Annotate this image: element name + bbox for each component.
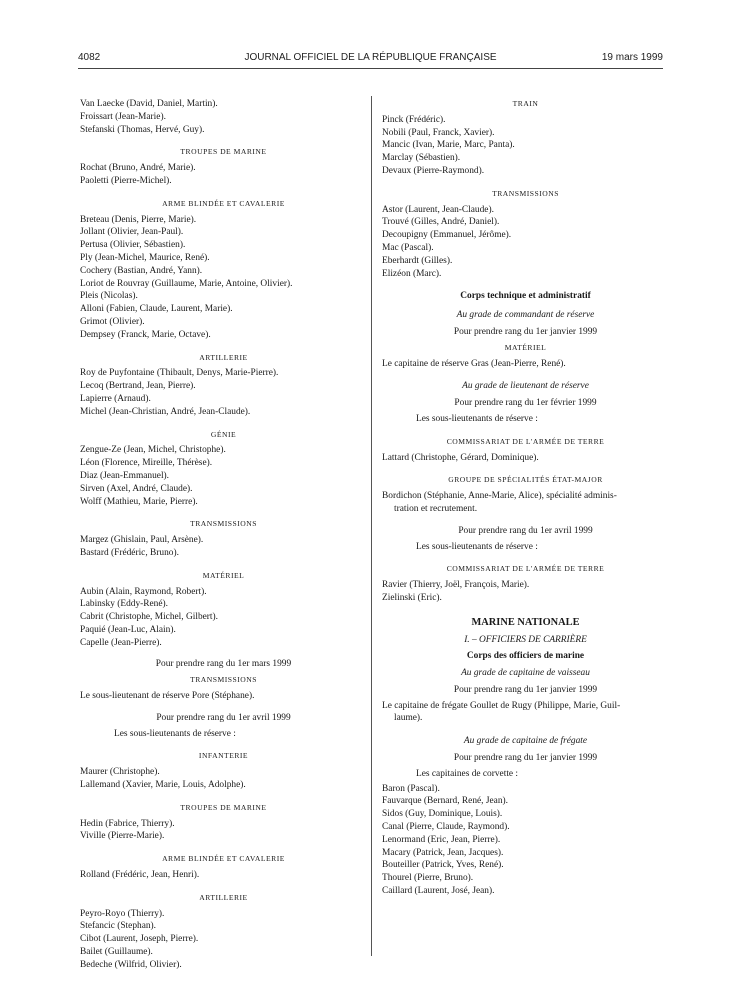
page-header [78,52,663,66]
list-item: Bedeche (Wilfrid, Olivier). [80,959,182,970]
name-list [382,783,669,898]
page-number: 4082 [78,52,101,63]
name-list [80,908,367,972]
rank-date-line: Pour prendre rang du 1er mars 1999 [155,659,292,670]
section-title: ARTILLERIE [199,352,248,362]
list-item: Loriot de Rouvray (Guillaume, Marie, Antoine, Olivier). [80,278,293,289]
name-list [80,214,367,342]
list-item: Pleis (Nicolas). [80,291,138,302]
rank-date-line: Pour prendre rang du 1er janvier 1999 [453,753,598,764]
list-item: Rochat (Bruno, André, Marie). [80,163,196,174]
list-item: Wolff (Mathieu, Marie, Pierre). [80,496,198,507]
list-item: Ravier (Thierry, Joël, François, Marie). [382,580,530,591]
list-item: Léon (Florence, Mireille, Thérèse). [80,458,213,469]
name-list [80,586,367,650]
section-title: GÉNIE [210,429,237,439]
list-item: Thourel (Pierre, Bruno). [382,873,474,884]
name-list [80,818,367,844]
name-list [80,869,367,882]
list-item: Mac (Pascal). [382,242,434,253]
list-item: Zengue-Ze (Jean, Michel, Christophe). [80,445,226,456]
section-title: ARME BLINDÉE ET CAVALERIE [162,198,285,208]
section-title: TRANSMISSIONS [190,675,257,685]
section-title: GROUPE DE SPÉCIALITÉS ÉTAT-MAJOR [448,475,603,485]
list-item: Cibot (Laurent, Joseph, Pierre). [80,934,199,945]
list-item: Michel (Jean-Christian, André, Jean-Claude). [80,406,251,417]
list-item: Breteau (Denis, Pierre, Marie). [80,214,197,225]
rank-date-line: Pour prendre rang du 1er avril 1999 [156,712,291,723]
grade-heading: Au grade de capitaine de vaisseau [461,668,590,679]
appointment-text: Lattard (Christophe, Gérard, Dominique). [382,452,539,463]
list-item: Labinsky (Eddy-René). [80,599,168,610]
grade-heading: Au grade de capitaine de frégate [463,736,588,747]
column-divider [371,96,372,956]
group-intro: Les sous-lieutenants de réserve : [114,728,236,739]
header-rule [78,68,663,69]
appointment-text: Le sous-lieutenant de réserve Pore (Stéphane). [80,691,255,702]
list-item: Capelle (Jean-Pierre). [80,637,162,648]
intro-list [80,98,367,136]
rank-date-line: Pour prendre rang du 1er janvier 1999 [453,326,598,337]
issue-date: 19 mars 1999 [601,52,663,63]
name-list [382,114,669,178]
rank-date-line: Pour prendre rang du 1er février 1999 [454,398,597,409]
section-title: MATÉRIEL [202,570,245,580]
list-item: Marclay (Sébastien). [382,153,461,164]
list-item: Grimot (Olivier). [80,316,145,327]
list-item: Mancic (Ivan, Marie, Marc, Panta). [382,140,515,151]
list-item: Hedin (Fabrice, Thierry). [80,818,175,829]
list-item: Lapierre (Arnaud). [80,393,151,404]
appointment-text: Bordichon (Stéphanie, Anne-Marie, Alice), spécialité adminis- [382,491,617,502]
corps-heading: Corps technique et administratif [460,291,591,302]
rank-date-line: Pour prendre rang du 1er janvier 1999 [453,684,598,695]
list-item: Cochery (Bastian, André, Yann). [80,265,203,276]
list-item: Aubin (Alain, Raymond, Robert). [80,586,207,597]
list-item: Eberhardt (Gilles). [382,255,453,266]
appointment-text: Le capitaine de frégate Goullet de Rugy (Philippe, Marie, Guil- [382,700,621,711]
right-column [382,98,669,898]
list-item: Lenormand (Eric, Jean, Pierre). [382,834,501,845]
section-title: ARME BLINDÉE ET CAVALERIE [162,854,285,864]
grade-heading: Au grade de commandant de réserve [456,310,595,321]
list-item: Sirven (Axel, André, Claude). [80,483,193,494]
list-item: Van Laecke (David, Daniel, Martin). [80,99,218,109]
appointment-text-cont: laume). [394,713,423,724]
appointment-text: Le capitaine de réserve Gras (Jean-Pierre, René). [382,358,566,369]
list-item: Paoletti (Pierre-Michel). [80,175,172,186]
name-list [382,579,669,605]
list-item: Canal (Pierre, Claude, Raymond). [382,822,510,833]
list-item: Caillard (Laurent, José, Jean). [382,886,495,897]
list-item: Paquié (Jean-Luc, Alain). [80,624,176,635]
section-title: TRANSMISSIONS [190,519,257,529]
list-item: Rolland (Frédéric, Jean, Henri). [80,870,200,881]
section-title: TRANSMISSIONS [492,188,559,198]
list-item: Lecoq (Bertrand, Jean, Pierre). [80,381,196,392]
name-list [80,534,367,560]
list-item: Froissart (Jean-Marie). [80,111,166,122]
name-list [80,444,367,508]
name-list [80,367,367,418]
journal-title: JOURNAL OFFICIEL DE LA RÉPUBLIQUE FRANÇAISE [244,52,497,63]
list-item: Lallemand (Xavier, Marie, Louis, Adolphe). [80,780,246,791]
section-title: COMMISSARIAT DE L'ARMÉE DE TERRE [446,564,605,574]
list-item: Margez (Ghislain, Paul, Arsène). [80,535,204,546]
corps-heading: Corps des officiers de marine [466,651,585,662]
list-item: Maurer (Christophe). [80,767,160,778]
group-intro: Les capitaines de corvette : [416,768,519,779]
list-item: Diaz (Jean-Emmanuel). [80,470,170,481]
list-item: Cabrit (Christophe, Michel, Gilbert). [80,612,218,623]
list-item: Nobili (Paul, Franck, Xavier). [382,127,495,138]
list-item: Sidos (Guy, Dominique, Louis). [382,809,503,820]
name-list [382,204,669,281]
list-item: Elizéon (Marc). [382,268,442,279]
name-list [80,766,367,792]
list-item: Pertusa (Olivier, Sébastien). [80,240,186,251]
list-item: Jollant (Olivier, Jean-Paul). [80,227,184,238]
ministry-heading: MARINE NATIONALE [471,616,580,628]
appointment-text-cont: tration et recrutement. [394,503,478,514]
list-item: Astor (Laurent, Jean-Claude). [382,204,494,215]
list-item: Stefanski (Thomas, Hervé, Guy). [80,124,205,135]
section-title: MATÉRIEL [504,342,547,352]
left-column [80,98,367,972]
list-item: Decoupigny (Emmanuel, Jérôme). [382,230,512,241]
list-item: Trouvé (Gilles, André, Daniel). [382,217,500,228]
list-item: Fauvarque (Bernard, René, Jean). [382,796,508,807]
section-title: ARTILLERIE [199,892,248,902]
list-item: Baron (Pascal). [382,783,440,794]
section-title: COMMISSARIAT DE L'ARMÉE DE TERRE [446,436,605,446]
section-title: TROUPES DE MARINE [180,147,267,157]
list-item: Ply (Jean-Michel, Maurice, René). [80,252,210,263]
group-intro: Les sous-lieutenants de réserve : [416,541,538,552]
list-item: Bouteiller (Patrick, Yves, René). [382,860,504,871]
group-intro: Les sous-lieutenants de réserve : [416,413,538,424]
list-item: Devaux (Pierre-Raymond). [382,165,485,176]
section-title: TROUPES DE MARINE [180,802,267,812]
list-item: Macary (Patrick, Jean, Jacques). [382,847,504,858]
list-item: Pinck (Frédéric). [382,114,446,125]
name-list [80,162,367,188]
section-title: INFANTERIE [198,751,249,761]
section-title: TRAIN [512,99,539,108]
list-item: Bastard (Frédéric, Bruno). [80,547,179,558]
list-item: Peyro-Royo (Thierry). [80,908,165,919]
list-item: Zielinski (Eric). [382,592,442,603]
list-item: Viville (Pierre-Marie). [80,831,165,842]
list-item: Roy de Puyfontaine (Thibault, Denys, Marie-Pierre). [80,368,279,379]
grade-heading: Au grade de lieutenant de réserve [462,381,589,392]
list-item: Dempsey (Franck, Marie, Octave). [80,329,211,340]
list-item: Bailet (Guillaume). [80,947,153,958]
list-item: Stefancic (Stephan). [80,921,157,932]
rank-date-line: Pour prendre rang du 1er avril 1999 [458,525,593,536]
list-item: Alloni (Fabien, Claude, Laurent, Marie). [80,304,233,315]
part-heading: I. – OFFICIERS DE CARRIÈRE [464,634,587,645]
